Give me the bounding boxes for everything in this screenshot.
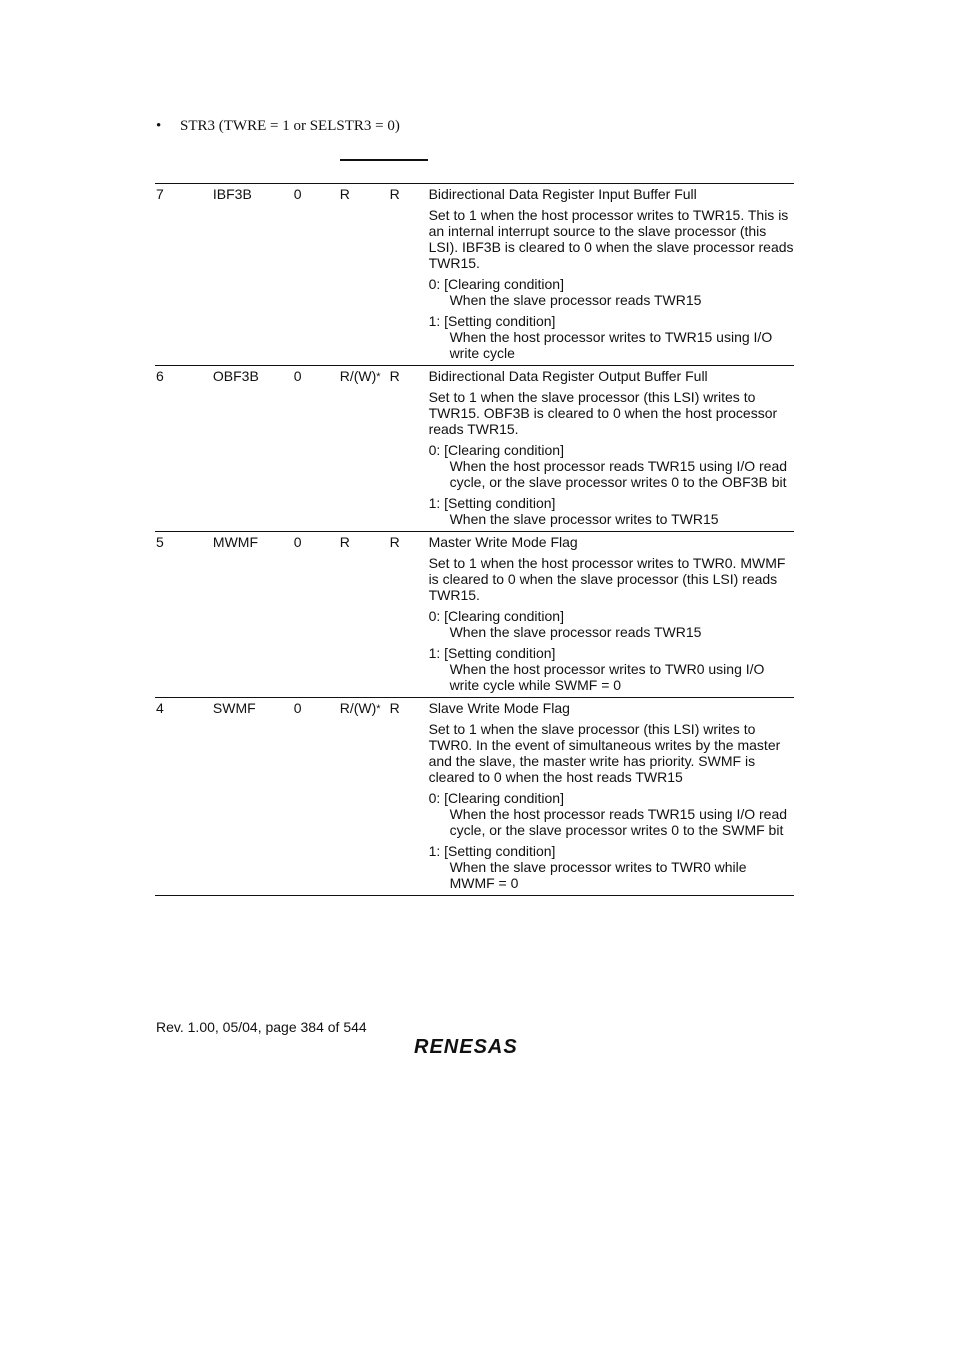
initial-value: 0: [293, 368, 302, 384]
initial-value: 0: [293, 186, 302, 202]
bit-number: 6: [156, 368, 164, 384]
clearing-condition: [429, 608, 794, 640]
setting-condition: [429, 495, 794, 527]
clearing-condition: [429, 790, 794, 838]
description-title: Bidirectional Data Register Input Buffer Full: [428, 186, 697, 202]
renesas-logo: [414, 1035, 534, 1062]
setting-condition-label: 1: [Setting condition]: [428, 495, 556, 511]
bit-name: MWMF: [212, 534, 258, 550]
clearing-condition-text: When the slave processor reads TWR15: [449, 292, 702, 308]
bit-number: 7: [156, 186, 164, 202]
slave-rw: [340, 534, 390, 693]
slave-rw-text: R: [339, 534, 350, 550]
setting-condition-text: When the slave processor writes to TWR0 while MWMF = 0: [449, 859, 747, 891]
section-heading: [156, 118, 400, 135]
clearing-condition-label: 0: [Clearing condition]: [428, 608, 564, 624]
bit-name: IBF3B: [212, 186, 252, 202]
clearing-condition-text: When the host processor reads TWR15 using I/O read cycle, or the slave processor writes 0 to the SWMF bit: [449, 806, 788, 838]
clearing-condition: [429, 276, 794, 308]
slave-rw-text: R/(W): [339, 368, 377, 384]
description-body: Set to 1 when the slave processor (this LSI) writes to TWR0. In the event of simultaneous writes by the master and the slave, the master write has priority. SWMF is cleared to 0 when the host reads TWR15: [428, 721, 781, 785]
setting-condition: [429, 313, 794, 361]
slave-rw: [340, 368, 390, 527]
renesas-logo-mark: [414, 1035, 534, 1057]
setting-condition-label: 1: [Setting condition]: [428, 313, 556, 329]
description-body: Set to 1 when the host processor writes to TWR15. This is an internal interrupt source to the slave processor (this LSI). IBF3B is cleared to 0 when the slave processor reads TWR15.: [428, 207, 794, 271]
description-title: Master Write Mode Flag: [428, 534, 578, 550]
slave-rw-text: R/(W): [339, 700, 377, 716]
clearing-condition-label: 0: [Clearing condition]: [428, 442, 564, 458]
bullet-glyph: •: [156, 118, 162, 134]
note-star: *: [376, 371, 381, 383]
description-body: Set to 1 when the slave processor (this LSI) writes to TWR15. OBF3B is cleared to 0 when the host processor reads TWR15.: [428, 389, 778, 437]
description-title: Slave Write Mode Flag: [428, 700, 570, 716]
bit-description: [429, 368, 794, 527]
host-rw: R: [389, 368, 400, 384]
page-footer: Rev. 1.00, 05/04, page 384 of 544: [156, 1019, 367, 1035]
bit-description: [429, 186, 794, 361]
bit-description: [429, 700, 794, 891]
bit-number: 5: [156, 534, 164, 550]
renesas-logo-text: RENESAS: [414, 1036, 518, 1057]
bit-description: [429, 534, 794, 693]
slave-rw: [340, 186, 390, 361]
table-row: [155, 697, 794, 895]
setting-condition-label: 1: [Setting condition]: [428, 645, 556, 661]
host-rw: R: [389, 534, 400, 550]
table-row: [155, 531, 794, 697]
table-row: [155, 184, 794, 365]
header-rule: [340, 159, 428, 161]
initial-value: 0: [293, 700, 302, 716]
slave-rw: [340, 700, 390, 891]
clearing-condition-text: When the slave processor reads TWR15: [449, 624, 702, 640]
bit-name: SWMF: [212, 700, 256, 716]
table-row: [155, 365, 794, 531]
bit-number: 4: [156, 700, 164, 716]
note-star: *: [376, 703, 381, 715]
setting-condition: [429, 645, 794, 693]
slave-rw-text: R: [339, 186, 350, 202]
section-heading-text: STR3 (TWRE = 1 or SELSTR3 = 0): [180, 118, 400, 134]
clearing-condition-text: When the host processor reads TWR15 using I/O read cycle, or the slave processor writes 0 to the OBF3B bit: [449, 458, 788, 490]
description-body: Set to 1 when the host processor writes to TWR0. MWMF is cleared to 0 when the slave processor (this LSI) reads TWR15.: [428, 555, 786, 603]
clearing-condition-label: 0: [Clearing condition]: [428, 790, 564, 806]
bit-name: OBF3B: [212, 368, 259, 384]
setting-condition-label: 1: [Setting condition]: [428, 843, 556, 859]
description-title: Bidirectional Data Register Output Buffer Full: [428, 368, 708, 384]
setting-condition-text: When the host processor writes to TWR15 using I/O write cycle: [449, 329, 773, 361]
clearing-condition-label: 0: [Clearing condition]: [428, 276, 564, 292]
host-rw: R: [389, 700, 400, 716]
setting-condition-text: When the slave processor writes to TWR15: [449, 511, 719, 527]
initial-value: 0: [293, 534, 302, 550]
setting-condition-text: When the host processor writes to TWR0 using I/O write cycle while SWMF = 0: [449, 661, 765, 693]
clearing-condition: [429, 442, 794, 490]
host-rw: R: [389, 186, 400, 202]
register-bit-table: [155, 183, 794, 896]
setting-condition: [429, 843, 794, 891]
